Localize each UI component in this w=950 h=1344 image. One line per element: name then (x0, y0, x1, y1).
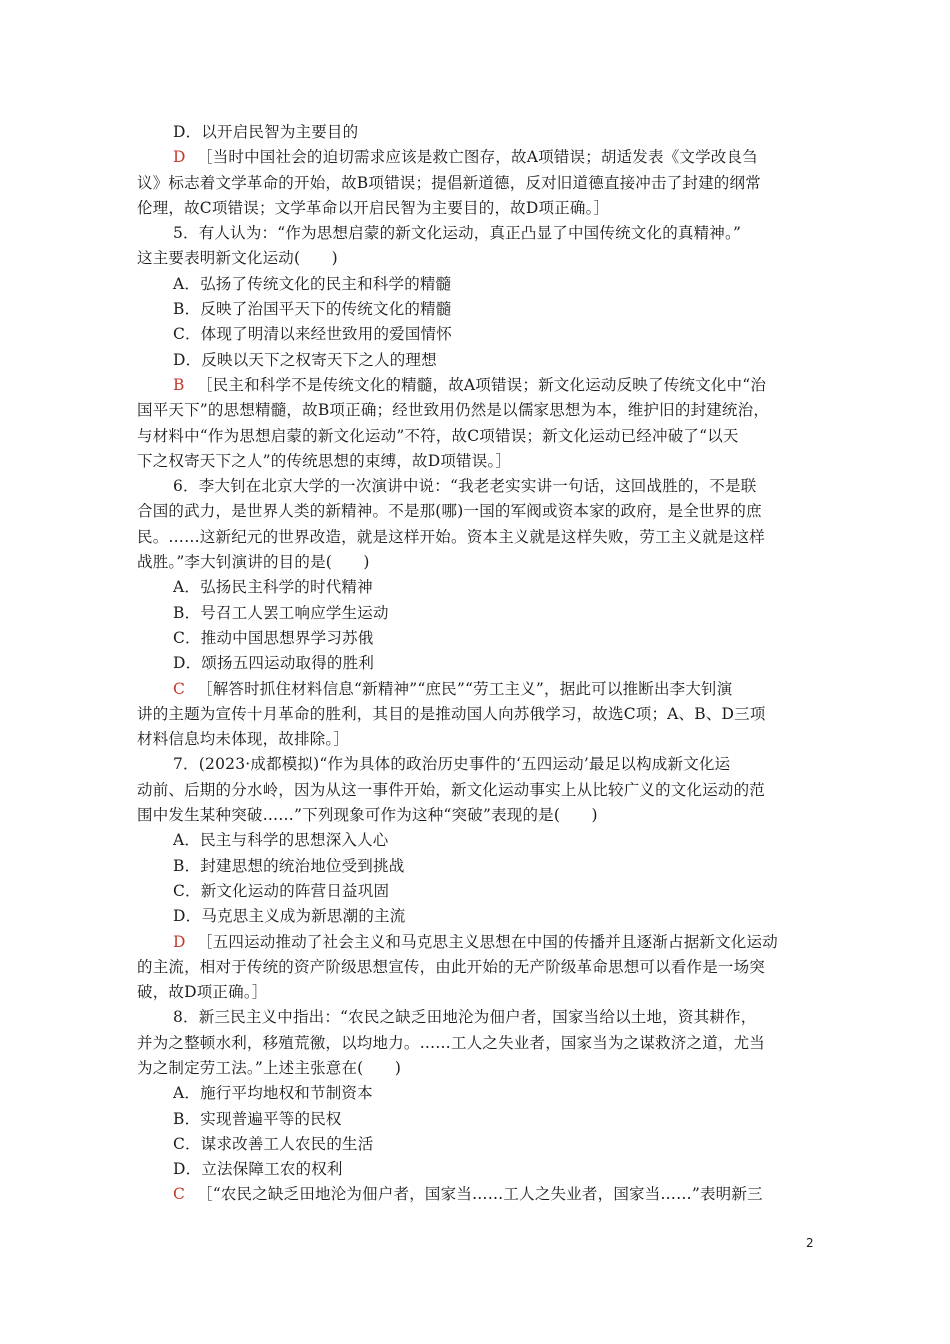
text-line (137, 196, 817, 221)
text-line (137, 1005, 817, 1030)
line-text: ［“农民之缺乏田地沦为佃户者，国家当……工人之失业者，国家当……”表明新三 (197, 1185, 763, 1204)
answer-letter: D (173, 148, 186, 167)
line-text: A．弘扬民主科学的时代精神 (173, 578, 373, 597)
text-line (137, 525, 817, 550)
line-text: 与材料中“作为思想启蒙的新文化运动”不符，故C项错误；新文化运动已经冲破了“以天 (137, 426, 739, 445)
line-text: 7．(2023·成都模拟)“作为具体的政治历史事件的‘五四运动’最足以构成新文化运 (173, 755, 731, 774)
answer-line (137, 145, 817, 170)
text-line (137, 550, 817, 575)
text-line (137, 575, 817, 600)
line-text: 合国的武力，是世界人类的新精神。不是那(哪)一国的军阀或资本家的政府，是全世界的庶 (137, 502, 762, 521)
line-text: ［当时中国社会的迫切需求应该是救亡图存，故A项错误；胡适发表《文学改良刍 (197, 148, 758, 167)
line-text: D．颂扬五四运动取得的胜利 (173, 654, 375, 673)
text-line (137, 904, 817, 929)
line-text: C．体现了明清以来经世致用的爱国情怀 (173, 325, 452, 344)
text-line (137, 727, 817, 752)
line-text: D．以开启民智为主要目的 (173, 123, 359, 141)
line-text: ［解答时抓住材料信息“新精神”“庶民”“劳工主义”，据此可以推断出李大钊演 (197, 679, 733, 698)
text-line (137, 955, 817, 980)
answer-letter: B (173, 375, 185, 394)
text-line (137, 1107, 817, 1132)
text-line (137, 322, 817, 347)
text-line (137, 980, 817, 1005)
text-line (137, 1031, 817, 1056)
answer-line (137, 677, 817, 702)
line-text: B．实现普遍平等的民权 (173, 1109, 342, 1128)
line-text: B．号召工人罢工响应学生运动 (173, 603, 389, 622)
answer-letter: C (173, 1185, 186, 1204)
line-text: D．马克思主义成为新思潮的主流 (173, 907, 406, 926)
line-text: 国平天下”的思想精髓，故B项正确；经世致用仍然是以儒家思想为本，维护旧的封建统治， (137, 401, 770, 420)
text-line (137, 221, 817, 246)
line-text: 6．李大钊在北京大学的一次演讲中说：“我老老实实讲一句话，这回战胜的，不是联 (173, 477, 757, 496)
line-text: A．弘扬了传统文化的民主和科学的精髓 (173, 274, 452, 293)
answer-letter: C (173, 679, 186, 698)
line-text: 这主要表明新文化运动( ) (137, 249, 338, 268)
text-line (137, 626, 817, 651)
line-text: 伦理，故C项错误；文学革命以开启民智为主要目的，故D项正确。］ (137, 198, 610, 217)
page-number: 2 (806, 1236, 814, 1250)
text-line (137, 171, 817, 196)
line-text: ［民主和科学不是传统文化的精髓，故A项错误；新文化运动反映了传统文化中“治 (197, 375, 767, 394)
text-line (137, 1157, 817, 1182)
line-text: 5．有人认为：“作为思想启蒙的新文化运动，真正凸显了中国传统文化的真精神。” (173, 224, 742, 243)
text-line (137, 499, 817, 524)
line-text: 破，故D项正确。］ (137, 983, 268, 1002)
text-line (137, 474, 817, 499)
line-text: 并为之整顿水利，移殖荒徼，以均地力。……工人之失业者，国家当为之谋救济之道，尤当 (137, 1033, 766, 1052)
line-text: 8．新三民主义中指出：“农民之缺乏田地沦为佃户者，国家当给以土地，资其耕作， (173, 1008, 757, 1027)
document-body (137, 120, 817, 1208)
text-line (137, 828, 817, 853)
text-line (137, 879, 817, 904)
line-text: 讲的主题为宣传十月革命的胜利，其目的是推动国人向苏俄学习，故选C项；A、B、D三项 (137, 704, 766, 723)
line-text: A．施行平均地权和节制资本 (173, 1084, 373, 1103)
text-line (137, 778, 817, 803)
text-line (137, 702, 817, 727)
line-text: D．反映以天下之权寄天下之人的理想 (173, 350, 437, 369)
line-text: C．谋求改善工人农民的生活 (173, 1134, 374, 1153)
text-line (137, 601, 817, 626)
answer-letter: D (173, 932, 186, 951)
answer-line (137, 930, 817, 955)
text-line (137, 1081, 817, 1106)
text-line (137, 1056, 817, 1081)
text-line (137, 348, 817, 373)
text-line (137, 297, 817, 322)
line-text: ［五四运动推动了社会主义和马克思主义思想在中国的传播并且逐渐占据新文化运动 (197, 932, 778, 951)
text-line (137, 651, 817, 676)
line-text: 动前、后期的分水岭，因为从这一事件开始，新文化运动事实上从比较广义的文化运动的范 (137, 780, 766, 799)
line-text: 的主流，相对于传统的资产阶级思想宣传，由此开始的无产阶级革命思想可以看作是一场突 (137, 957, 766, 976)
text-line (137, 246, 817, 271)
text-line (137, 854, 817, 879)
line-text: D．立法保障工农的权利 (173, 1160, 343, 1179)
text-line (137, 398, 817, 423)
line-text: 下之权寄天下之人”的传统思想的束缚，故D项错误。］ (137, 451, 512, 470)
text-line (137, 424, 817, 449)
text-line (137, 120, 817, 145)
text-line (137, 752, 817, 777)
answer-line (137, 1182, 817, 1207)
line-text: 战胜。”李大钊演讲的目的是( ) (137, 553, 370, 572)
line-text: C．新文化运动的阵营日益巩固 (173, 881, 390, 900)
line-text: 民。……这新纪元的世界改造，就是这样开始。资本主义就是这样失败，劳工主义就是这样 (137, 527, 766, 546)
line-text: B．封建思想的统治地位受到挑战 (173, 856, 405, 875)
text-line (137, 449, 817, 474)
text-line (137, 803, 817, 828)
line-text: 为之制定劳工法。”上述主张意在( ) (137, 1058, 402, 1077)
line-text: 议》标志着文学革命的开始，故B项错误；提倡新道德，反对旧道德直接冲击了封建的纲常 (137, 173, 761, 192)
text-line (137, 272, 817, 297)
text-line (137, 1132, 817, 1157)
answer-line (137, 373, 817, 398)
line-text: C．推动中国思想界学习苏俄 (173, 628, 374, 647)
line-text: 材料信息均未体现，故排除。］ (137, 730, 350, 749)
line-text: A．民主与科学的思想深入人心 (173, 831, 389, 850)
line-text: B．反映了治国平天下的传统文化的精髓 (173, 300, 452, 319)
line-text: 围中发生某种突破……”下列现象可作为这种“突破”表现的是( ) (137, 806, 598, 825)
